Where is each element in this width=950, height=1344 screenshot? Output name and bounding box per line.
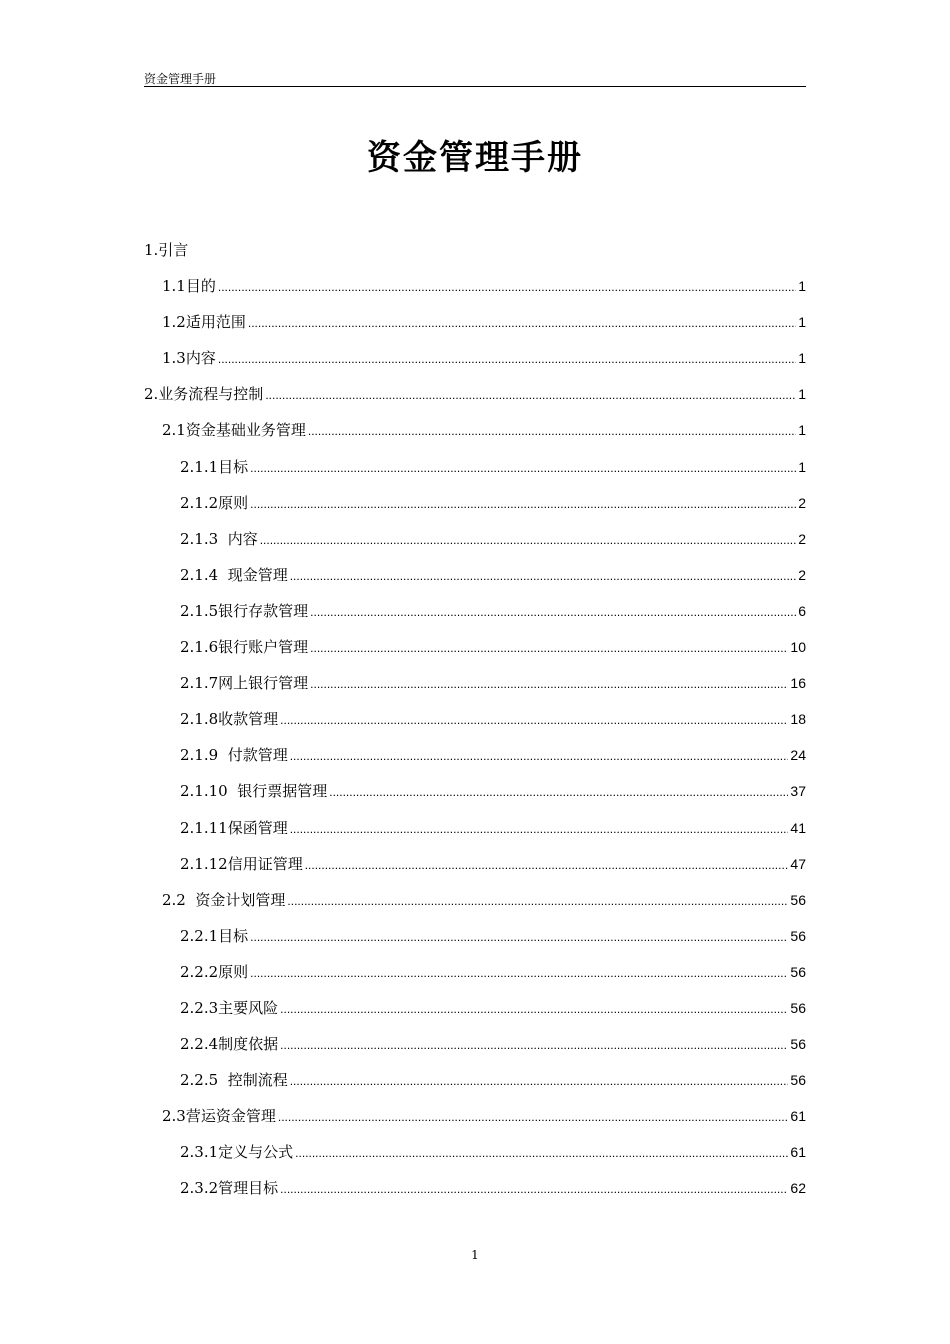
toc-entry-text: 2.1.11保函管理 [180, 818, 288, 837]
toc-leader-dots [305, 847, 789, 883]
toc-entry[interactable] [144, 701, 806, 737]
toc-entry-text: 2.1.12信用证管理 [180, 854, 303, 873]
toc-entry-page: 37 [790, 783, 806, 800]
toc-entry-text: 2.2 资金计划管理 [162, 890, 286, 909]
toc-leader-dots [287, 883, 788, 919]
toc-leader-dots [280, 991, 788, 1027]
toc-entry-text: 2.1.6银行账户管理 [180, 638, 309, 657]
toc-entry-page: 1 [798, 458, 806, 475]
toc-leader-dots [290, 1063, 789, 1099]
toc-entry[interactable] [144, 593, 806, 629]
toc-entry[interactable] [144, 810, 806, 846]
toc-entry-page: 56 [790, 1072, 806, 1089]
toc-entry-page: 1 [798, 350, 806, 367]
toc-leader-dots [329, 774, 788, 810]
toc-leader-dots [290, 811, 789, 847]
toc-entry-text: 2.3.2管理目标 [180, 1179, 279, 1198]
toc-entry-text: 2.1.10 银行票据管理 [180, 782, 328, 801]
toc-entry[interactable] [144, 918, 806, 954]
toc-entry[interactable] [144, 882, 806, 918]
toc-leader-dots [260, 522, 797, 558]
toc-entry-page: 1 [798, 314, 806, 331]
toc-entry-text: 2.1.4 现金管理 [180, 565, 288, 584]
toc-entry-text: 2.1.8收款管理 [180, 710, 279, 729]
page-number: 1 [471, 1248, 479, 1262]
toc-entry[interactable] [144, 665, 806, 701]
toc-entry[interactable] [144, 1062, 806, 1098]
toc-entry[interactable] [144, 1170, 806, 1206]
toc-entry[interactable] [144, 232, 806, 268]
toc-entry-text: 1.2适用范围 [162, 313, 246, 332]
toc-entry-text: 2.3.1定义与公式 [180, 1143, 294, 1162]
toc-entry-text: 2.3营运资金管理 [162, 1107, 276, 1126]
toc-leader-dots [218, 269, 796, 305]
toc-leader-dots [250, 450, 796, 486]
toc-entry-text: 2.1.1目标 [180, 457, 249, 476]
toc-entry-text: 2.2.4制度依据 [180, 1035, 279, 1054]
toc-entry-text: 2.1.5银行存款管理 [180, 601, 309, 620]
toc-entry-text: 2.1.9 付款管理 [180, 746, 288, 765]
toc-leader-dots [278, 1099, 789, 1135]
toc-entry[interactable] [144, 340, 806, 376]
toc-entry-page: 61 [790, 1144, 806, 1161]
toc-leader-dots [250, 486, 796, 522]
toc-entry-text: 2.2.3主要风险 [180, 998, 279, 1017]
toc-entry-page: 61 [790, 1108, 806, 1125]
toc-entry-page: 2 [798, 494, 806, 511]
toc-entry[interactable] [144, 737, 806, 773]
toc-entry-text: 2.1.2原则 [180, 493, 249, 512]
toc-entry-page: 18 [790, 711, 806, 728]
toc-entry-page: 56 [790, 1036, 806, 1053]
toc-entry[interactable] [144, 846, 806, 882]
toc-entry-page: 56 [790, 891, 806, 908]
table-of-contents [144, 232, 806, 1207]
toc-entry-text: 1.3内容 [162, 349, 216, 368]
toc-entry-page: 62 [790, 1180, 806, 1197]
toc-leader-dots [265, 377, 796, 413]
toc-leader-dots [280, 1027, 788, 1063]
toc-entry[interactable] [144, 485, 806, 521]
toc-entry[interactable] [144, 268, 806, 304]
toc-entry-page: 1 [798, 422, 806, 439]
toc-entry[interactable] [144, 1026, 806, 1062]
page-header [144, 68, 806, 87]
toc-entry-page: 41 [790, 819, 806, 836]
toc-leader-dots [308, 413, 796, 449]
toc-leader-dots [218, 341, 796, 377]
toc-entry[interactable] [144, 1134, 806, 1170]
toc-entry-page: 56 [790, 999, 806, 1016]
toc-leader-dots [310, 630, 788, 666]
toc-entry-page: 1 [798, 278, 806, 295]
toc-entry[interactable] [144, 449, 806, 485]
toc-entry[interactable] [144, 629, 806, 665]
toc-entry-page: 56 [790, 963, 806, 980]
toc-entry-text: 2.2.2原则 [180, 962, 249, 981]
toc-leader-dots [250, 955, 788, 991]
toc-entry[interactable] [144, 304, 806, 340]
toc-entry[interactable] [144, 521, 806, 557]
toc-entry-page: 6 [798, 602, 806, 619]
toc-entry-text: 1.引言 [144, 241, 189, 259]
toc-leader-dots [250, 919, 788, 955]
toc-entry-page: 10 [790, 639, 806, 656]
toc-entry-text: 1.1目的 [162, 277, 216, 296]
toc-entry-text: 2.2.1目标 [180, 926, 249, 945]
document-title: 资金管理手册 [367, 138, 583, 178]
toc-entry[interactable] [144, 990, 806, 1026]
toc-entry-text: 2.1.3 内容 [180, 529, 258, 548]
toc-entry-text: 2.业务流程与控制 [144, 385, 264, 404]
toc-leader-dots [248, 305, 796, 341]
toc-entry-page: 1 [798, 386, 806, 403]
toc-leader-dots [310, 594, 796, 630]
toc-leader-dots [280, 1171, 788, 1207]
toc-leader-dots [310, 666, 788, 702]
toc-entry-page: 47 [790, 855, 806, 872]
toc-leader-dots [295, 1135, 788, 1171]
toc-entry-text: 2.1资金基础业务管理 [162, 421, 306, 440]
toc-entry-page: 24 [790, 747, 806, 764]
toc-entry[interactable] [144, 773, 806, 809]
toc-leader-dots [280, 702, 788, 738]
toc-entry[interactable] [144, 1098, 806, 1134]
toc-entry-page: 16 [790, 675, 806, 692]
toc-entry-page: 2 [798, 530, 806, 547]
toc-entry-text: 2.1.7网上银行管理 [180, 674, 309, 693]
toc-leader-dots [290, 558, 797, 594]
toc-entry[interactable] [144, 376, 806, 412]
toc-entry-page: 56 [790, 927, 806, 944]
toc-entry[interactable] [144, 954, 806, 990]
toc-leader-dots [290, 738, 789, 774]
header-text: 资金管理手册 [144, 72, 217, 86]
toc-entry-text: 2.2.5 控制流程 [180, 1071, 288, 1090]
toc-entry[interactable] [144, 412, 806, 448]
toc-entry[interactable] [144, 557, 806, 593]
toc-entry-page: 2 [798, 566, 806, 583]
